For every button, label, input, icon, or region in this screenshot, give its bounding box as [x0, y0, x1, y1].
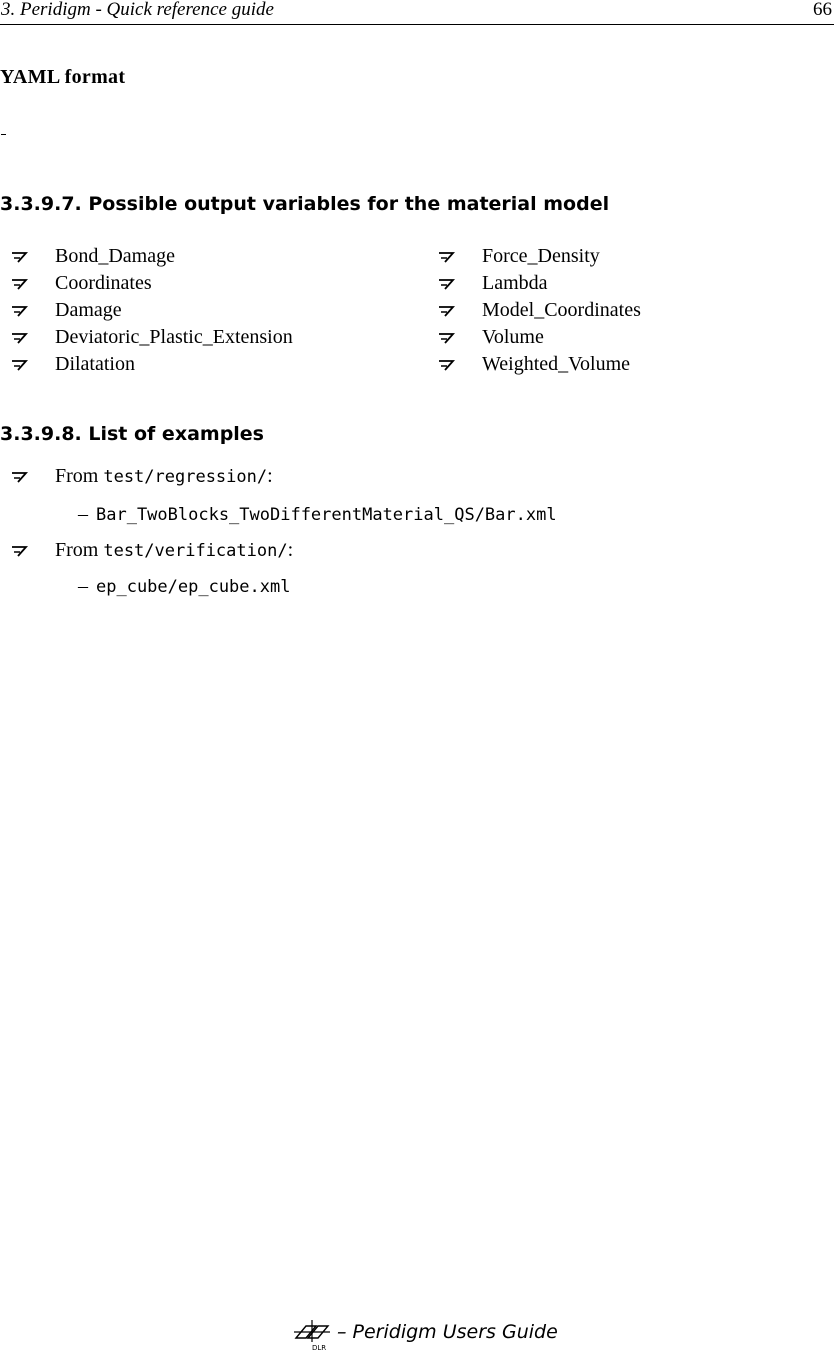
arrow-bullet-icon: [437, 332, 455, 344]
example-file-item: [78, 502, 557, 527]
arrow-bullet-icon: [10, 545, 28, 557]
variable-label: Dilatation: [55, 353, 135, 375]
example-path: test/verification/: [103, 541, 288, 561]
example-suffix: :: [267, 465, 273, 487]
example-prefix: From: [55, 465, 104, 487]
variable-label: Model_Coordinates: [482, 299, 641, 321]
example-file-item: [78, 574, 290, 599]
variable-label: Force_Density: [482, 245, 600, 267]
example-label: [55, 538, 293, 563]
arrow-bullet-icon: [10, 359, 28, 371]
arrow-bullet-icon: [437, 305, 455, 317]
footer-text: – Peridigm Users Guide: [337, 1321, 558, 1343]
page-number: 66: [813, 0, 832, 20]
arrow-bullet-icon: [10, 471, 28, 483]
dlr-logo-icon: [292, 1318, 332, 1352]
arrow-bullet-icon: [10, 305, 28, 317]
section-heading-list-of-examples: 3.3.9.8. List of examples: [0, 423, 264, 445]
arrow-bullet-icon: [437, 359, 455, 371]
example-path: test/regression/: [103, 467, 268, 487]
arrow-bullet-icon: [10, 278, 28, 290]
arrow-bullet-icon: [437, 251, 455, 263]
arrow-bullet-icon: [437, 278, 455, 290]
example-label: [55, 464, 273, 489]
example-file-path: ep_cube/ep_cube.xml: [96, 577, 291, 597]
yaml-format-heading: YAML format: [0, 66, 126, 88]
dash-bullet: –: [78, 575, 88, 597]
variable-label: Bond_Damage: [55, 245, 175, 267]
stray-mark: [1, 134, 6, 135]
header-rule: [0, 24, 834, 25]
example-suffix: :: [287, 539, 294, 561]
example-file-path: Bar_TwoBlocks_TwoDifferentMaterial_QS/Bar.xml: [96, 505, 557, 525]
arrow-bullet-icon: [10, 332, 28, 344]
arrow-bullet-icon: [10, 251, 28, 263]
variable-label: Lambda: [482, 272, 548, 294]
variable-label: Volume: [482, 326, 544, 348]
variable-label: Damage: [55, 299, 122, 321]
variable-label: Coordinates: [55, 272, 152, 294]
section-heading-output-variables: 3.3.9.7. Possible output variables for the material model: [0, 193, 610, 215]
running-header-title: 3. Peridigm - Quick reference guide: [1, 0, 274, 20]
page-header: [0, 0, 834, 26]
variable-label: Deviatoric_Plastic_Extension: [55, 326, 293, 348]
example-prefix: From: [55, 539, 104, 561]
dash-bullet: –: [78, 503, 88, 525]
logo-text: DLR: [312, 1344, 327, 1352]
variable-label: Weighted_Volume: [482, 353, 630, 375]
